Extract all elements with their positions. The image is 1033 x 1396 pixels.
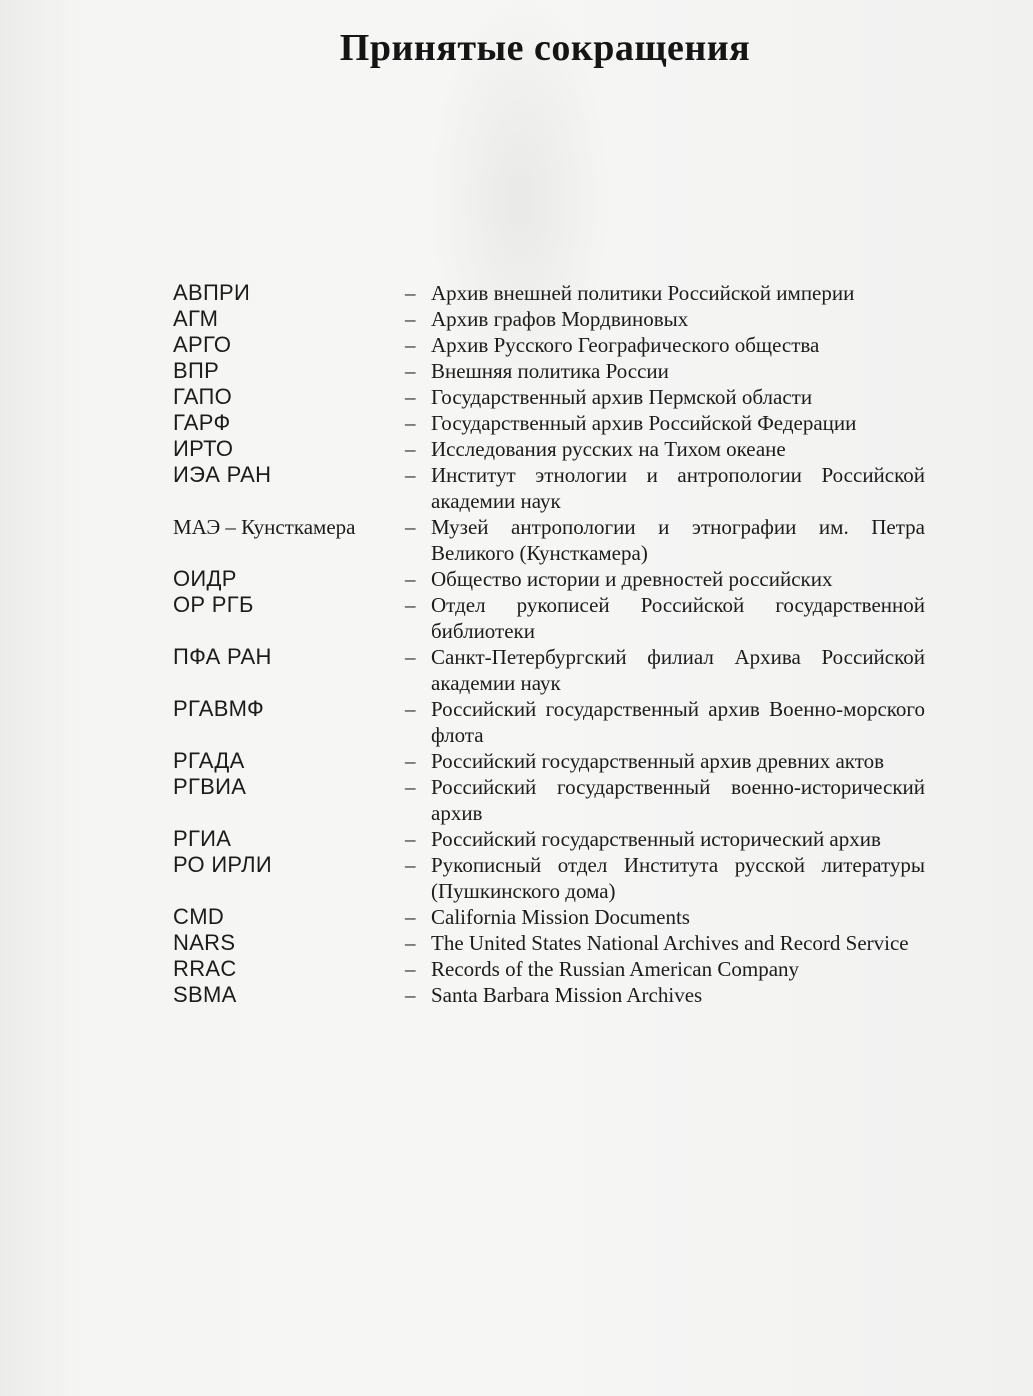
dash: –: [405, 697, 416, 721]
abbreviation: ИЭА РАН: [173, 462, 272, 487]
abbreviation-description: Архив Русского Географического общества: [431, 333, 820, 357]
dash: –: [405, 749, 416, 773]
abbreviation-row: [173, 930, 925, 956]
abbreviation: ПФА РАН: [173, 644, 272, 669]
abbreviation-description: Российский государственный военно-исторический архив: [431, 775, 925, 825]
abbreviation: РГАВМФ: [173, 696, 265, 721]
abbreviation-row: [173, 462, 925, 514]
abbreviation-row: [173, 774, 925, 826]
dash: –: [405, 853, 416, 877]
dash: –: [405, 411, 416, 435]
abbreviation-row: [173, 410, 925, 436]
abbreviation-description: Российский государственный архив древних актов: [431, 749, 885, 773]
abbreviations-list: [173, 280, 925, 1008]
abbreviation-description: Государственный архив Российской Федерации: [431, 411, 857, 435]
dash: –: [405, 463, 416, 487]
abbreviation: МАЭ – Кунсткамера: [173, 515, 356, 539]
abbreviation: NARS: [173, 930, 236, 955]
abbreviation-row: [173, 644, 925, 696]
dash: –: [405, 359, 416, 383]
abbreviation-description: Институт этнологии и антропологии Российской академии наук: [431, 463, 925, 513]
dash: –: [405, 437, 416, 461]
abbreviation-description: Российский государственный архив Военно-морского флота: [431, 697, 925, 747]
abbreviation-description: Архив графов Мордвиновых: [431, 307, 689, 331]
abbreviation-row: [173, 852, 925, 904]
abbreviation-row: [173, 592, 925, 644]
dash: –: [405, 775, 416, 799]
abbreviation: ВПР: [173, 358, 220, 383]
abbreviation-description: Санкт-Петербургский филиал Архива Российской академии наук: [431, 645, 925, 695]
dash: –: [405, 905, 416, 929]
abbreviation-row: [173, 904, 925, 930]
abbreviation-row: [173, 384, 925, 410]
abbreviation: ОР РГБ: [173, 592, 254, 617]
abbreviation: RRAC: [173, 956, 237, 981]
abbreviation: ОИДР: [173, 566, 237, 591]
dash: –: [405, 281, 416, 305]
abbreviation-description: Общество истории и древностей российских: [431, 567, 833, 591]
dash: –: [405, 385, 416, 409]
abbreviation: РГВИА: [173, 774, 247, 799]
page-title: Принятые сокращения: [339, 27, 751, 69]
abbreviation-row: [173, 358, 925, 384]
abbreviation: АВПРИ: [173, 280, 251, 305]
abbreviation-description: Архив внешней политики Российской империи: [431, 281, 855, 305]
dash: –: [405, 515, 416, 539]
abbreviation-row: [173, 436, 925, 462]
abbreviation-description: Внешняя политика России: [431, 359, 669, 383]
abbreviation: SBMA: [173, 982, 237, 1007]
abbreviation-description: Отдел рукописей Российской государственной библиотеки: [431, 593, 925, 643]
abbreviation-description: Музей антропологии и этнографии им. Петра Великого (Кунсткамера): [431, 515, 925, 565]
abbreviation: ГАПО: [173, 384, 232, 409]
dash: –: [405, 983, 416, 1007]
dash: –: [405, 645, 416, 669]
abbreviation-row: [173, 748, 925, 774]
abbreviation-row: [173, 566, 925, 592]
abbreviation-row: [173, 332, 925, 358]
abbreviation: РГАДА: [173, 748, 245, 773]
abbreviation-row: [173, 956, 925, 982]
abbreviation-description: California Mission Documents: [431, 905, 690, 929]
dash: –: [405, 931, 416, 955]
dash: –: [405, 593, 416, 617]
abbreviation-row: [173, 826, 925, 852]
abbreviation-description: Santa Barbara Mission Archives: [431, 983, 703, 1007]
abbreviation-row: [173, 280, 925, 306]
abbreviation: CMD: [173, 904, 225, 929]
abbreviation: РГИА: [173, 826, 232, 851]
abbreviation: ГАРФ: [173, 410, 231, 435]
dash: –: [405, 827, 416, 851]
abbreviation-description: Records of the Russian American Company: [431, 957, 800, 981]
abbreviation-description: Рукописный отдел Института русской литературы (Пушкинского дома): [431, 853, 925, 903]
abbreviation-row: [173, 696, 925, 748]
abbreviation-row: [173, 306, 925, 332]
abbreviation-row: [173, 982, 925, 1008]
dash: –: [405, 307, 416, 331]
abbreviation: ИРТО: [173, 436, 234, 461]
abbreviation-row: [173, 514, 925, 566]
dash: –: [405, 333, 416, 357]
abbreviation-description: Государственный архив Пермской области: [431, 385, 813, 409]
dash: –: [405, 567, 416, 591]
abbreviation: АГМ: [173, 306, 219, 331]
abbreviation-description: The United States National Archives and Record Service: [431, 931, 909, 955]
abbreviation-description: Исследования русских на Тихом океане: [431, 437, 786, 461]
abbreviation: РО ИРЛИ: [173, 852, 273, 877]
abbreviation: АРГО: [173, 332, 232, 357]
dash: –: [405, 957, 416, 981]
abbreviation-description: Российский государственный исторический архив: [431, 827, 881, 851]
